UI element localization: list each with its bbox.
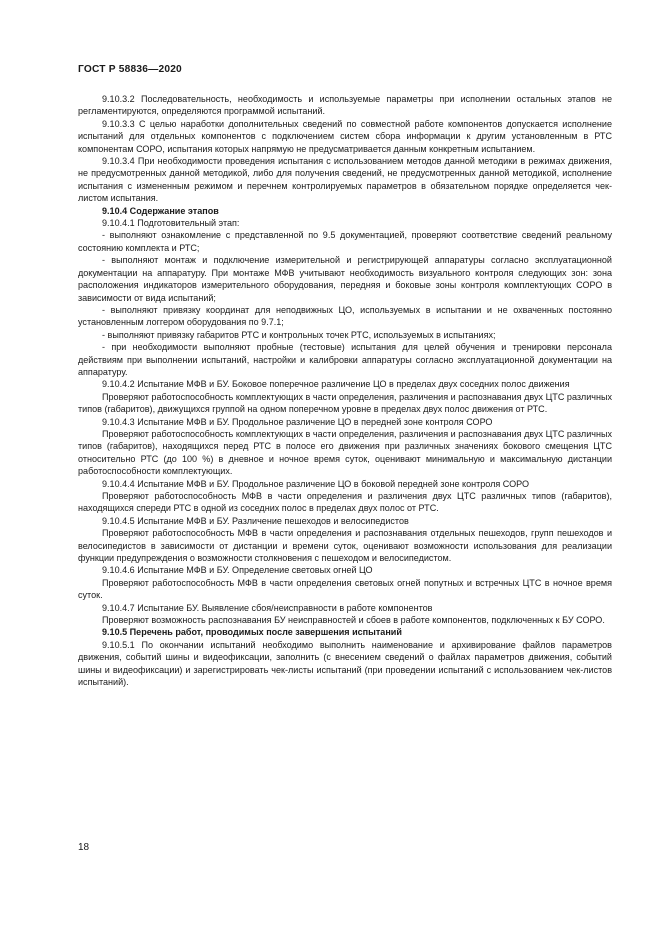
- document-body: [78, 93, 612, 689]
- document-header: ГОСТ Р 58836—2020: [78, 64, 182, 75]
- paragraph: 9.10.4.4 Испытание МФВ и БУ. Продольное различение ЦО в боковой передней зоне контроля СОРО: [102, 478, 530, 489]
- paragraph: Проверяют работоспособность МФВ в части определения и распознавания отдельных пешеходов, групп пешеходов и велосипедистов в зависимости от дистанции и времени суток, оценивают возможности использования для реализации функции предупреждения о возможности столкновения с пешеходом и велосипедистом.: [78, 528, 612, 564]
- paragraph: 9.10.3.4 При необходимости проведения испытания с использованием методов данной методики в режимах движения, не предусмотренных данной методикой, либо для получения сведений, не предусмотренных данной методикой, исполнение испытания с измененным режимом и перечнем контролируемых параметров в обязательном порядке определяется чек-листом испытания.: [78, 156, 612, 204]
- paragraph: Проверяют работоспособность МФВ в части определения световых огней попутных и встречных ЦТС в ночное время суток.: [78, 577, 612, 601]
- section-heading: 9.10.4 Содержание этапов: [102, 205, 219, 216]
- paragraph: 9.10.3.3 С целью наработки дополнительных сведений по совместной работе компонентов допускается исполнение испытаний для отдельных компонентов с подключением систем сбора информации к другим установленным в РТС компонентам СОРО, испытания которых напрямую не предусматривается данным конкретным испытанием.: [78, 118, 612, 154]
- page-number: 18: [78, 842, 90, 853]
- paragraph: Проверяют работоспособность комплектующих в части определения, различения и распознавания двух ЦТС различных типов (габаритов), находящихся перед РТС в полосе его движения при различных значениях бокового смещения ЦТС относительно РТС (до 100 %) в дневное и ночное время суток, оценивают минимальную и максимальную дистанции работоспособности комплектующих.: [78, 428, 612, 477]
- paragraph: 9.10.4.1 Подготовительный этап:: [102, 218, 240, 229]
- section-heading: 9.10.5 Перечень работ, проводимых после завершения испытаний: [102, 627, 402, 638]
- paragraph: 9.10.4.2 Испытание МФВ и БУ. Боковое поперечное различение ЦО в пределах двух соседних полос движения: [102, 379, 570, 390]
- paragraph: - выполняют ознакомление с представленной по 9.5 документацией, проверяют соответствие сведений реальному состоянию комплекта и РТС;: [78, 230, 612, 253]
- paragraph: 9.10.5.1 По окончании испытаний необходимо выполнить наименование и архивирование файлов параметров движения, событий шины и видеофиксации, заполнить (с внесением сведений о файлах параметров движения, событий шины и видеофиксации) и зарегистрировать чек-листы испытаний (при проведении испытаний с использованием чек-листов испытаний).: [78, 639, 612, 688]
- paragraph: 9.10.3.2 Последовательность, необходимость и используемые параметры при исполнении остальных этапов не регламентируются, определяются программой испытаний.: [78, 94, 612, 117]
- paragraph: - при необходимости выполняют пробные (тестовые) испытания для целей обучения и тренировки персонала действиям при выполнении испытаний, настройки и калибровки аппаратуры согласно эксплуатационной документации на аппаратуру.: [78, 342, 612, 377]
- paragraph: 9.10.4.6 Испытание МФВ и БУ. Определение световых огней ЦО: [102, 565, 373, 576]
- paragraph: 9.10.4.3 Испытание МФВ и БУ. Продольное различение ЦО в передней зоне контроля СОРО: [102, 416, 493, 427]
- paragraph: - выполняют монтаж и подключение измерительной и регистрирующей аппаратуры согласно эксплуатационной документации на аппаратуру. При монтаже МФВ учитывают необходимость визуального контроля следующих зон: зона расположения индикаторов измерительного оборудования, передняя и боковые зоны контроля комплектующих СОРО в зависимости от вида испытаний;: [78, 255, 612, 303]
- paragraph: 9.10.4.5 Испытание МФВ и БУ. Различение пешеходов и велосипедистов: [102, 515, 409, 526]
- paragraph: 9.10.4.7 Испытание БУ. Выявление сбоя/неисправности в работе компонентов: [102, 602, 433, 613]
- paragraph: Проверяют работоспособность МФВ в части определения и различения двух ЦТС различных типов (габаритов), находящихся спереди РТС в одной из соседних полос в пределах двух полос от РТС.: [78, 491, 612, 514]
- paragraph: Проверяют работоспособность комплектующих в части определения, различения и распознавания двух ЦТС различных типов (габаритов), движущихся группой на одном поперечном уровне в пределах двух полос движения от РТС.: [78, 391, 612, 415]
- paragraph: - выполняют привязку координат для неподвижных ЦО, используемых в испытании и не охваченных постоянно установленным логгером оборудования по 9.7.1;: [78, 304, 612, 328]
- paragraph: - выполняют привязку габаритов РТС и контрольных точек РТС, используемых в испытаниях;: [102, 329, 496, 340]
- paragraph: Проверяют возможность распознавания БУ неисправностей и сбоев в работе компонентов, подключенных к БУ СОРО.: [102, 615, 605, 626]
